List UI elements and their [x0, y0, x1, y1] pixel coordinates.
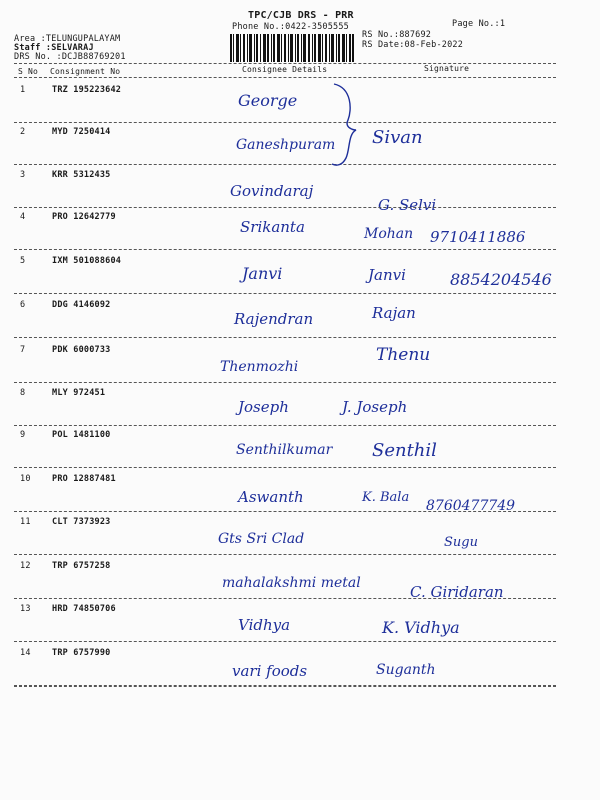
phone-number: Phone No.:0422-3505555	[232, 22, 349, 32]
consignment-number: HRD 74850706	[52, 604, 116, 614]
consignment-number: KRR 5312435	[52, 170, 111, 180]
row-divider	[14, 207, 556, 208]
consignee-name: mahalakshmi metal	[222, 575, 361, 591]
consignment-number: TRP 6757258	[52, 561, 111, 571]
col-consignment: Consignment No	[50, 67, 121, 76]
consignment-number: MYD 7250414	[52, 127, 111, 137]
serial-number: 14	[20, 648, 31, 658]
serial-number: 1	[20, 85, 26, 95]
serial-number: 5	[20, 256, 26, 266]
row-divider	[14, 467, 556, 468]
rs-number: RS No.:887692	[362, 30, 432, 40]
recipient-signature: Sivan	[372, 127, 423, 148]
row-divider	[14, 249, 556, 250]
area-label: Area :TELUNGUPALAYAM	[14, 34, 121, 44]
consignee-name: Vidhya	[238, 616, 291, 634]
recipient-signature: J. Joseph	[342, 398, 408, 416]
recipient-signature: Mohan	[364, 226, 414, 242]
serial-number: 8	[20, 388, 26, 398]
consignee-name: Gts Sri Clad	[218, 531, 305, 547]
consignee-name: Senthilkumar	[236, 442, 333, 458]
consignment-number: TRP 6757990	[52, 648, 111, 658]
staff-label: Staff :SELVARAJ	[14, 43, 94, 53]
recipient-signature: Senthil	[372, 440, 437, 461]
recipient-phone: 8760477749	[426, 498, 516, 514]
consignee-name: George	[238, 91, 298, 110]
consignment-number: TRZ 195223642	[52, 85, 122, 95]
consignee-name: Govindaraj	[230, 182, 314, 200]
serial-number: 6	[20, 300, 26, 310]
serial-number: 3	[20, 170, 26, 180]
consignee-name: vari foods	[232, 662, 308, 680]
row-divider	[14, 425, 556, 426]
consignee-name: Rajendran	[234, 310, 314, 328]
row-divider	[14, 122, 556, 123]
barcode	[230, 34, 354, 62]
consignment-number: POL 1481100	[52, 430, 111, 440]
row-divider	[14, 511, 556, 512]
consignment-number: PDK 6000733	[52, 345, 111, 355]
consignment-number: PRO 12642779	[52, 212, 116, 222]
recipient-signature: Suganth	[376, 662, 436, 678]
header-divider-top	[14, 63, 556, 64]
recipient-phone: 8854204546	[450, 270, 552, 289]
consignee-name: Aswanth	[238, 488, 304, 506]
serial-number: 13	[20, 604, 31, 614]
col-sno: S No	[18, 67, 39, 76]
table-end-divider	[14, 686, 556, 687]
serial-number: 4	[20, 212, 26, 222]
consignee-name: Ganeshpuram	[236, 137, 336, 153]
recipient-signature: Janvi	[368, 266, 406, 284]
header-divider-bottom	[14, 77, 556, 78]
row-divider	[14, 382, 556, 383]
recipient-signature: Rajan	[372, 304, 416, 322]
serial-number: 10	[20, 474, 31, 484]
consignee-name: Janvi	[242, 264, 283, 283]
consignment-number: PRO 12887481	[52, 474, 116, 484]
grouping-brace	[330, 80, 360, 170]
rs-date: RS Date:08-Feb-2022	[362, 40, 464, 50]
recipient-signature: G. Selvi	[378, 196, 437, 214]
serial-number: 12	[20, 561, 31, 571]
serial-number: 2	[20, 127, 26, 137]
consignment-number: IXM 501088604	[52, 256, 122, 266]
col-consignee: Consignee Details	[242, 65, 328, 74]
consignment-number: CLT 7373923	[52, 517, 111, 527]
col-signature: Signature	[424, 64, 470, 73]
recipient-signature: C. Giridaran	[410, 583, 504, 601]
recipient-signature: K. Vidhya	[382, 618, 460, 637]
row-divider	[14, 164, 556, 165]
serial-number: 7	[20, 345, 26, 355]
row-divider	[14, 598, 556, 599]
recipient-phone: 9710411886	[430, 228, 526, 246]
consignee-name: Srikanta	[240, 218, 305, 236]
serial-number: 9	[20, 430, 26, 440]
row-divider	[14, 337, 556, 338]
drs-number: DRS No. :DCJB88769201	[14, 52, 126, 62]
recipient-signature: Sugu	[444, 535, 478, 550]
consignment-number: DDG 4146092	[52, 300, 111, 310]
consignee-name: Thenmozhi	[220, 359, 299, 375]
page-number: Page No.:1	[452, 19, 506, 29]
row-divider	[14, 641, 556, 642]
recipient-signature: K. Bala	[362, 490, 410, 505]
consignment-number: MLY 972451	[52, 388, 106, 398]
row-divider	[14, 554, 556, 555]
report-title: TPC/CJB DRS - PRR	[248, 10, 354, 21]
recipient-signature: Thenu	[376, 345, 431, 365]
row-divider	[14, 293, 556, 294]
serial-number: 11	[20, 517, 31, 527]
consignee-name: Joseph	[238, 398, 289, 416]
